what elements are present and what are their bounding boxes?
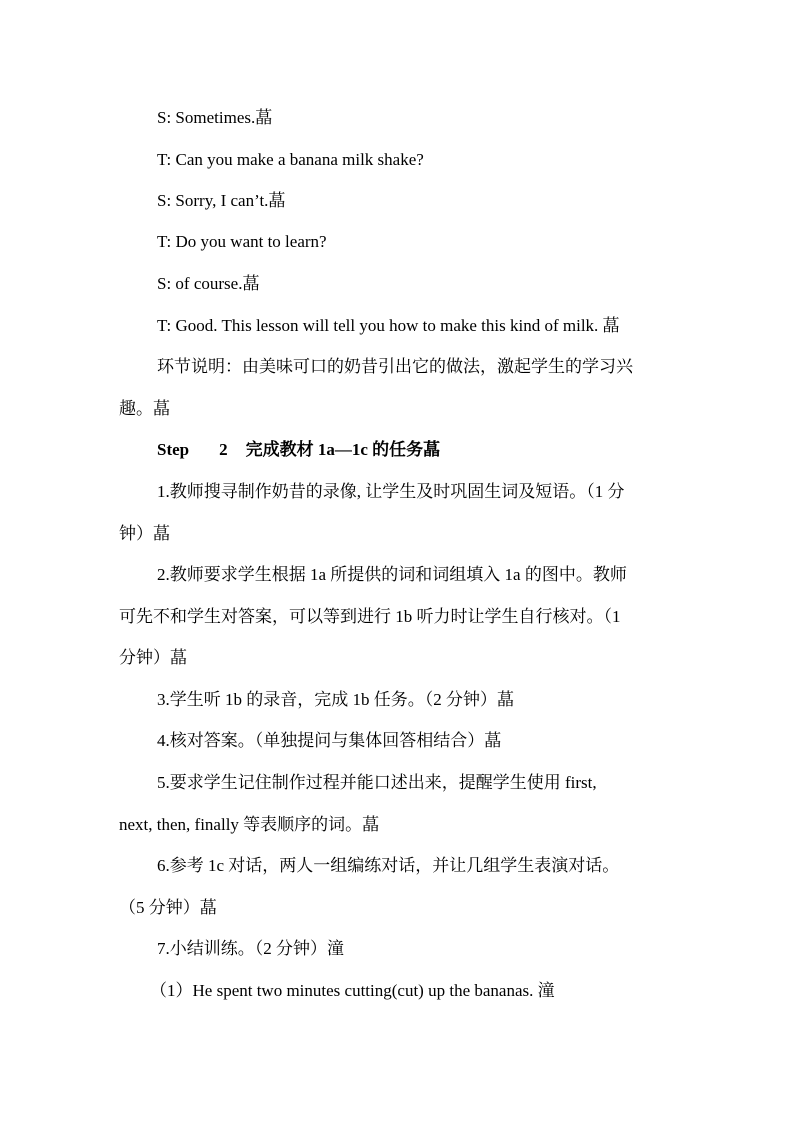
- step-label: Step: [157, 440, 190, 459]
- dialogue-line-5: S: of course.蕌: [157, 274, 260, 293]
- task-3-line-1: 3.学生听 1b 的录音，完成 1b 任务。（2 分钟）蕌: [157, 690, 514, 709]
- task-4-line-1: 4.核对答案。（单独提问与集体回答相结合）蕌: [157, 731, 502, 750]
- step-number: 2: [219, 440, 228, 459]
- dialogue-line-2: T: Can you make a banana milk shake?: [157, 150, 424, 169]
- task-1-line-1: 1.教师搜寻制作奶昔的录像, 让学生及时巩固生词及短语。（1 分: [157, 482, 625, 501]
- task-2-line-1: 2.教师要求学生根据 1a 所提供的词和词组填入 1a 的图中。教师: [157, 565, 627, 584]
- dialogue-line-3: S: Sorry, I can’t.蕌: [157, 191, 286, 210]
- task-6-line-2: （5 分钟）蕌: [119, 898, 217, 917]
- task-7-line-1: 7.小结训练。（2 分钟）潼: [157, 939, 344, 958]
- step-heading: [157, 439, 440, 461]
- dialogue-line-1: S: Sometimes.蕌: [157, 108, 273, 127]
- task-5-line-2: next, then, finally 等表顺序的词。蕌: [119, 815, 380, 834]
- dialogue-line-4: T: Do you want to learn?: [157, 232, 327, 251]
- note-line-2: 趣。蕌: [119, 399, 170, 418]
- task-5-line-1: 5.要求学生记住制作过程并能口述出来，提醒学生使用 first,: [157, 773, 597, 792]
- task-6-line-1: 6.参考 1c 对话，两人一组编练对话，并让几组学生表演对话。: [157, 856, 620, 875]
- step-title: 完成教材 1a—1c 的任务蕌: [245, 440, 441, 459]
- exercise-line-1: （1）He spent two minutes cutting(cut) up the bananas. 潼: [150, 981, 555, 1000]
- note-line-1: 环节说明：由美味可口的奶昔引出它的做法，激起学生的学习兴: [157, 357, 633, 376]
- task-2-line-3: 分钟）蕌: [119, 648, 187, 667]
- dialogue-line-6: T: Good. This lesson will tell you how to make this kind of milk. 蕌: [157, 316, 620, 335]
- task-1-line-2: 钟）蕌: [119, 524, 170, 543]
- task-2-line-2: 可先不和学生对答案，可以等到进行 1b 听力时让学生自行核对。（1: [119, 607, 621, 626]
